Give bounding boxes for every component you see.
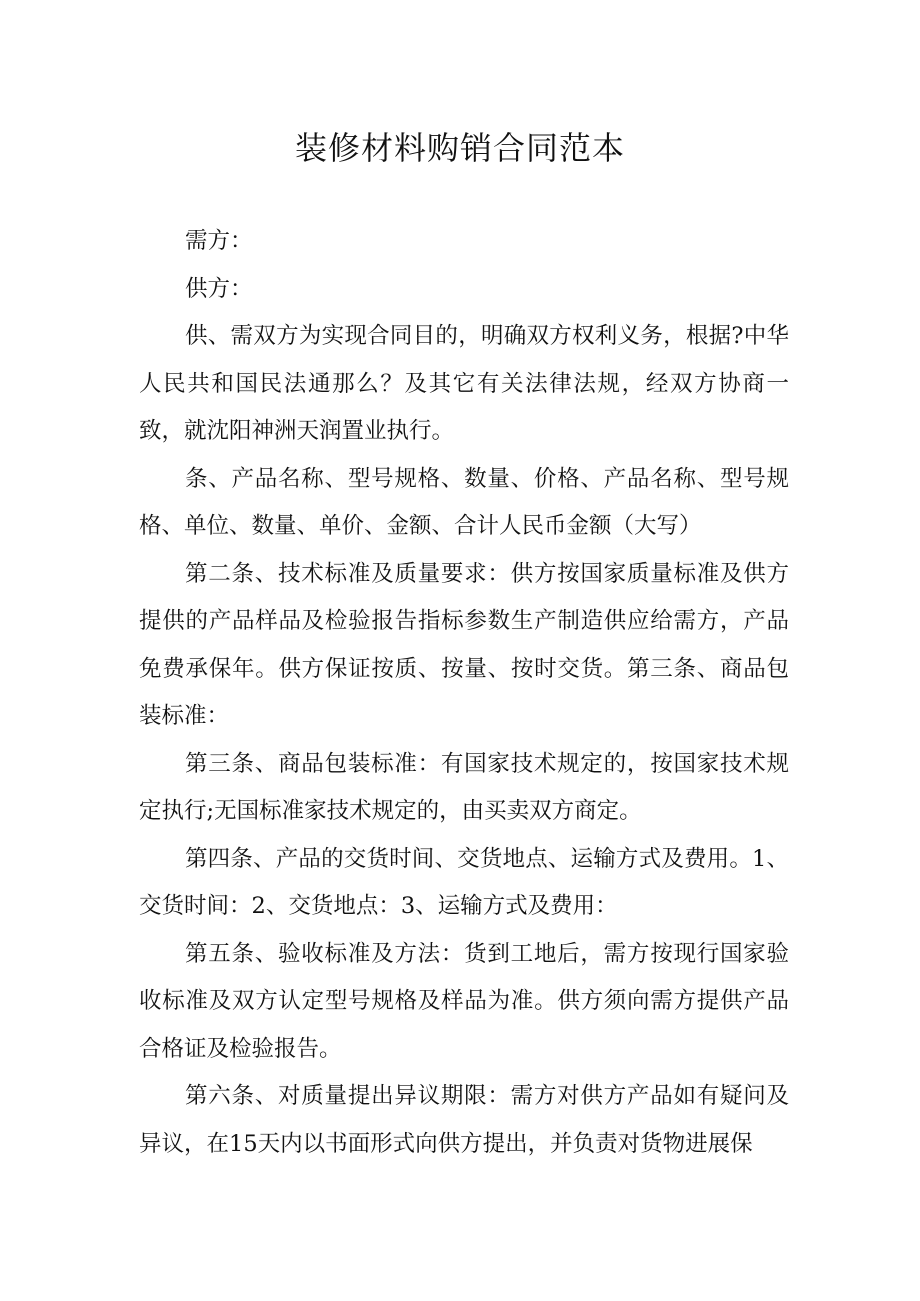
paragraph-article-4: 第四条、产品的交货时间、交货地点、运输方式及费用。1、交货时间：2、交货地点：3、运输方式及费用： — [139, 845, 789, 919]
paragraph-article-6: 第六条、对质量提出异议期限：需方对供方产品如有疑问及异议，在15天内以书面形式向供方提出，并负责对货物进展保 — [139, 1083, 789, 1157]
paragraph-supplier: 供方： — [185, 275, 253, 302]
paragraph-article-3: 第三条、商品包装标准：有国家技术规定的，按国家技术规定执行;无国标准家技术规定的，由买卖双方商定。 — [139, 750, 789, 824]
paragraph-article-5: 第五条、验收标准及方法：货到工地后，需方按现行国家验收标准及双方认定型号规格及样品为准。供方须向需方提供产品合格证及检验报告。 — [139, 940, 789, 1062]
document-body — [139, 218, 789, 1168]
paragraph-article-1: 条、产品名称、型号规格、数量、价格、产品名称、型号规格、单位、数量、单价、金额、合计人民币金额（大写） — [139, 465, 789, 539]
paragraph-buyer: 需方： — [185, 228, 253, 254]
paragraph-article-2: 第二条、技术标准及质量要求：供方按国家质量标准及供方提供的产品样品及检验报告指标参数生产制造供应给需方，产品免费承保年。供方保证按质、按量、按时交货。第三条、商品包装标准： — [139, 560, 789, 729]
paragraph-preamble: 供、需双方为实现合同目的，明确双方权利义务，根据?中华人民共和国民法通那么？及其它有关法律法规，经双方协商一致，就沈阳神洲天润置业执行。 — [139, 323, 789, 444]
document-title: 装修材料购销合同范本 — [294, 129, 625, 167]
